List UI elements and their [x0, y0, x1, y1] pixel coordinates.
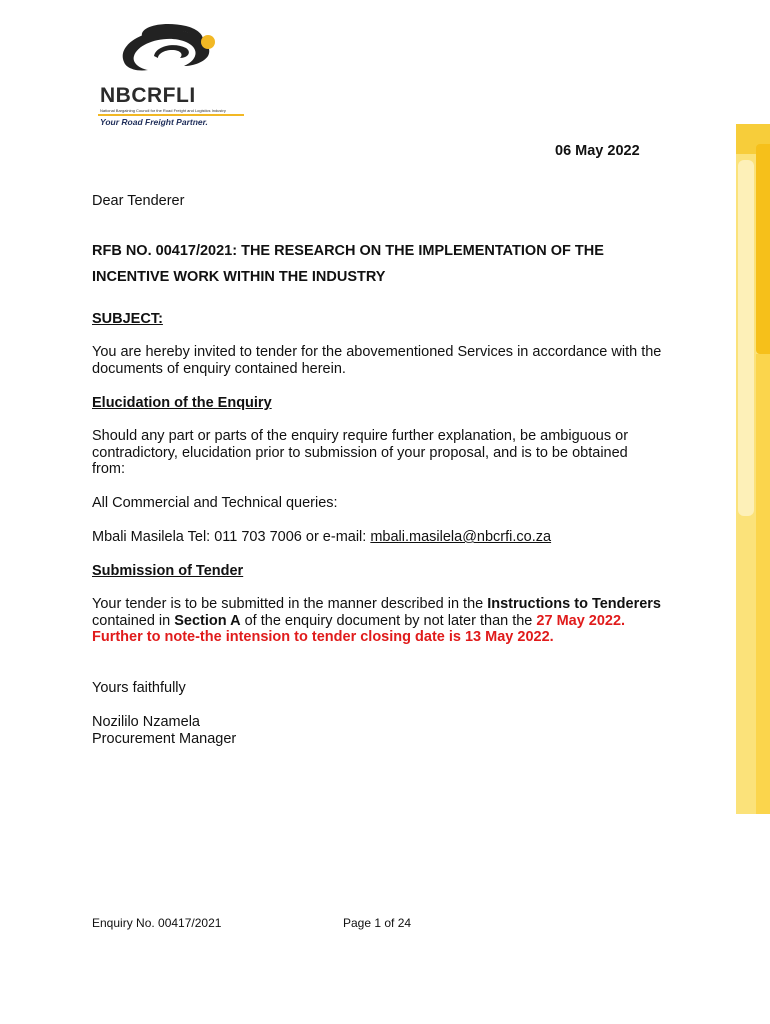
submission-text: Your tender is to be submitted in the manner described in the [92, 596, 488, 612]
nbcrfli-logo [94, 22, 254, 130]
contact-line [92, 529, 551, 545]
decorative-stripe-highlight [738, 160, 754, 516]
logo-subtext: National Bargaining Council for the Road Freight and Logistics Industry [100, 108, 226, 113]
closing-date: 27 May 2022. [536, 612, 626, 629]
logo-divider [98, 114, 244, 116]
footer-enquiry-number: Enquiry No. 00417/2021 [92, 916, 222, 930]
subject-line: documents of enquiry contained herein. [92, 360, 346, 377]
submission-text: contained in [92, 612, 175, 629]
salutation: Dear Tenderer [92, 193, 185, 209]
footer-page-number: Page 1 of 24 [343, 916, 412, 930]
contact-email-link[interactable]: mbali.masilela@nbcrfi.co.za [370, 529, 552, 545]
subject-heading: SUBJECT: [92, 311, 163, 327]
instructions-emphasis: Instructions to Tenderers [487, 596, 661, 612]
queries-line: All Commercial and Technical queries: [92, 495, 338, 511]
logo-wordmark: NBCRFLI [100, 84, 196, 107]
rfb-title-line-2: INCENTIVE WORK WITHIN THE INDUSTRY [92, 269, 386, 285]
decorative-stripe-dark [756, 144, 770, 354]
elucidation-line: Should any part or parts of the enquiry require further explanation, be ambiguous or [92, 428, 629, 444]
elucidation-paragraph [92, 428, 628, 478]
subject-paragraph [92, 344, 661, 377]
elucidation-line: from: [92, 461, 126, 477]
submission-heading: Submission of Tender [92, 563, 244, 579]
submission-paragraph [92, 596, 661, 646]
signature-block [92, 714, 236, 747]
closing-salutation: Yours faithfully [92, 680, 186, 696]
subject-line: You are hereby invited to tender for the abovementioned Services in accordance with the [92, 344, 662, 360]
signatory-title: Procurement Manager [92, 730, 237, 747]
submission-line [92, 596, 661, 613]
signatory-name: Nozililo Nzamela [92, 714, 200, 730]
rfb-title-line-1: RFB NO. 00417/2021: THE RESEARCH ON THE IMPLEMENTATION OF THE [92, 243, 604, 259]
elucidation-line: contradictory, elucidation prior to submission of your proposal, and is to be obtained [92, 444, 628, 461]
letter-date: 06 May 2022 [555, 143, 640, 159]
section-emphasis: Section A [174, 612, 241, 629]
elucidation-heading: Elucidation of the Enquiry [92, 395, 272, 411]
decorative-stripe-mid [756, 354, 770, 814]
logo-tagline: Your Road Freight Partner. [100, 117, 208, 127]
intention-note: Further to note-the intension to tender closing date is 13 May 2022. [92, 629, 554, 645]
swirl-logo-icon [94, 22, 254, 86]
contact-prefix: Mbali Masilela Tel: 011 703 7006 or e-mail: [92, 529, 371, 545]
submission-line [92, 613, 661, 630]
submission-text: of the enquiry document by not later than the [240, 612, 537, 629]
